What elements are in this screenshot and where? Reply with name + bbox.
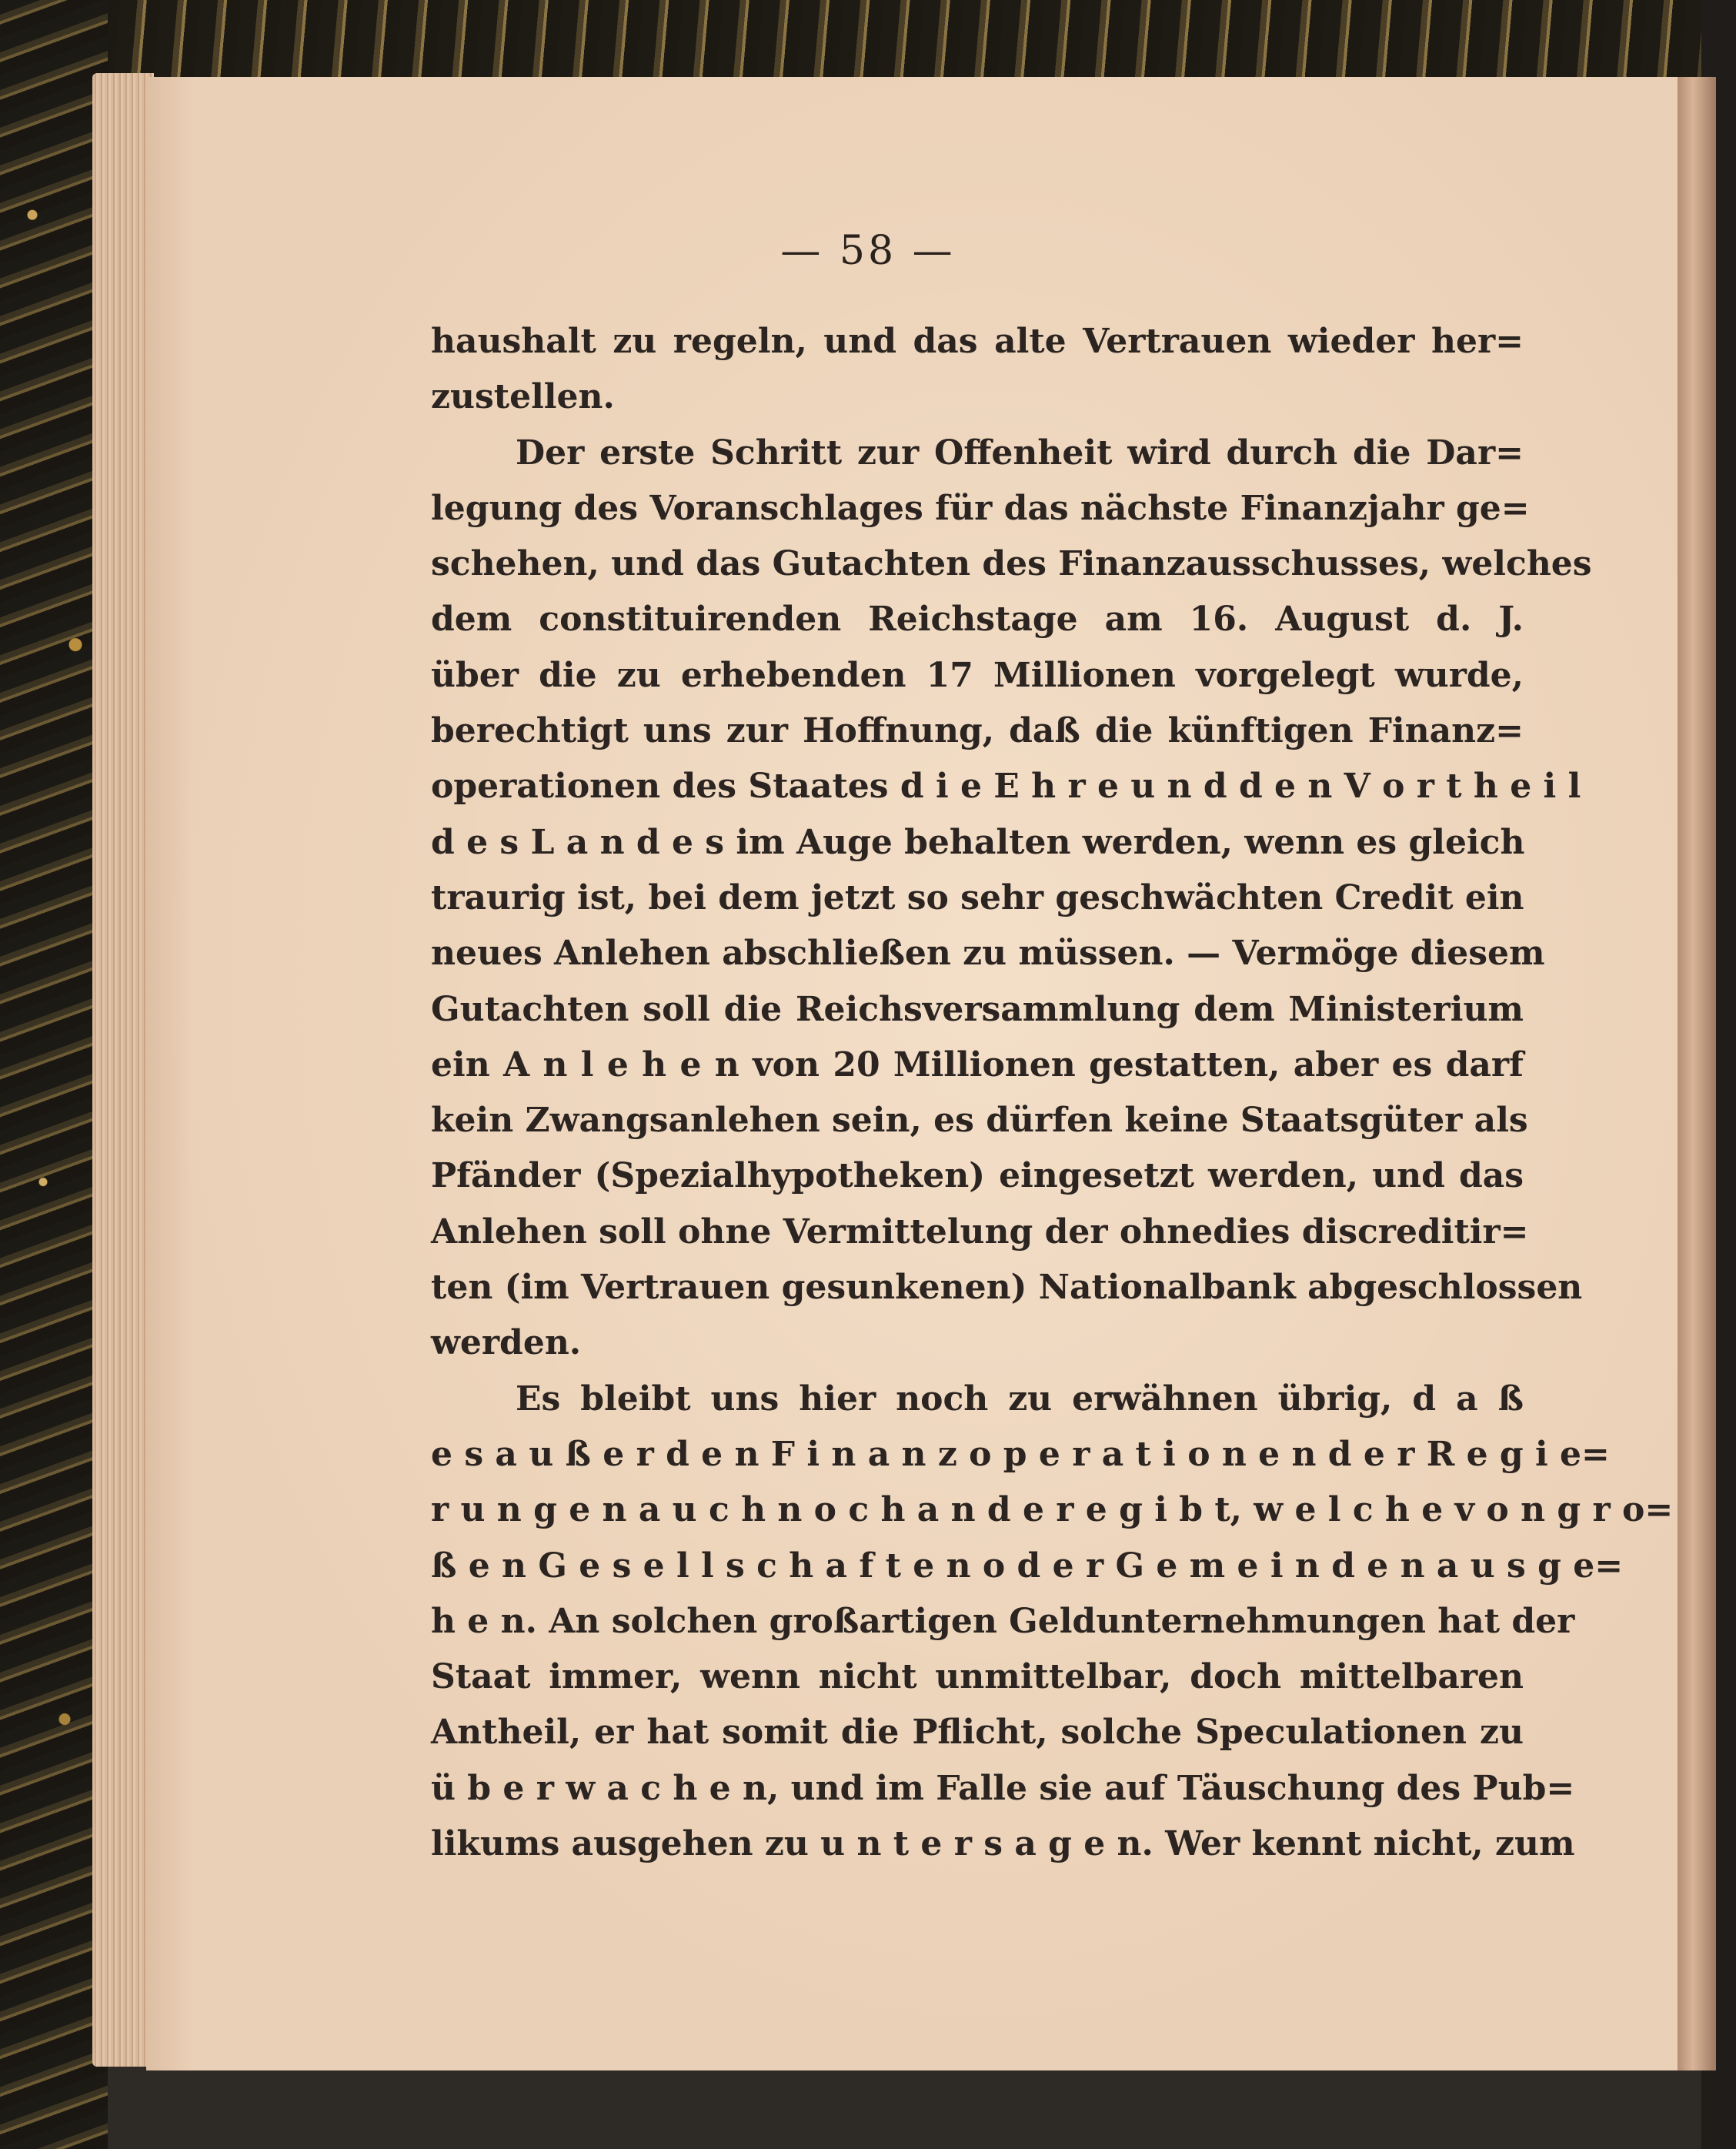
text-line: r u n g e n a u c h n o c h a n d e r e g i b t, w e l c h e v o n g r o=: [431, 1490, 1674, 1530]
text-line: ü b e r w a c h e n, und im Falle sie auf Täuschung des Pub=: [431, 1768, 1575, 1808]
marbled-cover-top: [0, 0, 1736, 85]
text-line: ß e n G e s e l l s c h a f t e n o d e r G e m e i n d e n a u s g e=: [431, 1546, 1624, 1586]
text-line: h e n. An solchen großartigen Geldunternehmungen hat der: [431, 1601, 1575, 1641]
page-stack-edge: [92, 73, 154, 2067]
text-line: ten (im Vertrauen gesunkenen) Nationalbank abgeschlossen: [431, 1268, 1583, 1308]
text-line: Der erste Schritt zur Offenheit wird durch die Dar=: [516, 433, 1524, 473]
text-line: d e s L a n d e s im Auge behalten werden, wenn es gleich: [431, 822, 1525, 862]
text-line: schehen, und das Gutachten des Finanzausschusses, welches: [431, 544, 1592, 584]
text-line: traurig ist, bei dem jetzt so sehr geschwächten Credit ein: [431, 877, 1524, 917]
text-line: Gutachten soll die Reichsversammlung dem Ministerium: [431, 989, 1524, 1029]
text-line: Staat immer, wenn nicht unmittelbar, doch mittelbaren: [431, 1657, 1524, 1697]
text-line: haushalt zu regeln, und das alte Vertrauen wieder her=: [431, 322, 1524, 361]
text-line: berechtigt uns zur Hoffnung, daß die künftigen Finanz=: [431, 711, 1524, 751]
text-line: kein Zwangsanlehen sein, es dürfen keine Staatsgüter als: [431, 1101, 1528, 1141]
text-line: operationen des Staates d i e E h r e u n d d e n V o r t h e i l: [431, 767, 1581, 807]
text-line: likums ausgehen zu u n t e r s a g e n. Wer kennt nicht, zum: [431, 1824, 1575, 1864]
text-line: Pfänder (Spezialhypotheken) eingesetzt werden, und das: [431, 1156, 1524, 1196]
text-line: dem constituirenden Reichstage am 16. August d. J.: [431, 600, 1524, 640]
text-line: über die zu erhebenden 17 Millionen vorgelegt wurde,: [431, 655, 1524, 695]
marbled-cover-left: [0, 0, 108, 2149]
text-line: Anlehen soll ohne Vermittelung der ohnedies discreditir=: [431, 1212, 1529, 1252]
page-gutter: [1678, 77, 1716, 2070]
text-line: neues Anlehen abschließen zu müssen. — Vermöge diesem: [431, 934, 1545, 974]
text-line: Es bleibt uns hier noch zu erwähnen übrig, d a ß: [516, 1379, 1524, 1419]
text-line: legung des Voranschlages für das nächste Finanzjahr ge=: [431, 488, 1530, 528]
text-line: Antheil, er hat somit die Pflicht, solche Speculationen zu: [431, 1713, 1524, 1753]
body-text: [431, 314, 1674, 1872]
text-line: ein A n l e h e n von 20 Millionen gestatten, aber es darf: [431, 1044, 1524, 1085]
page-number: — 58 —: [780, 228, 956, 274]
text-line: e s a u ß e r d e n F i n a n z o p e r a t i o n e n d e r R e g i e=: [431, 1434, 1610, 1474]
text-line: zustellen.: [431, 377, 615, 417]
text-line: werden.: [431, 1323, 582, 1363]
